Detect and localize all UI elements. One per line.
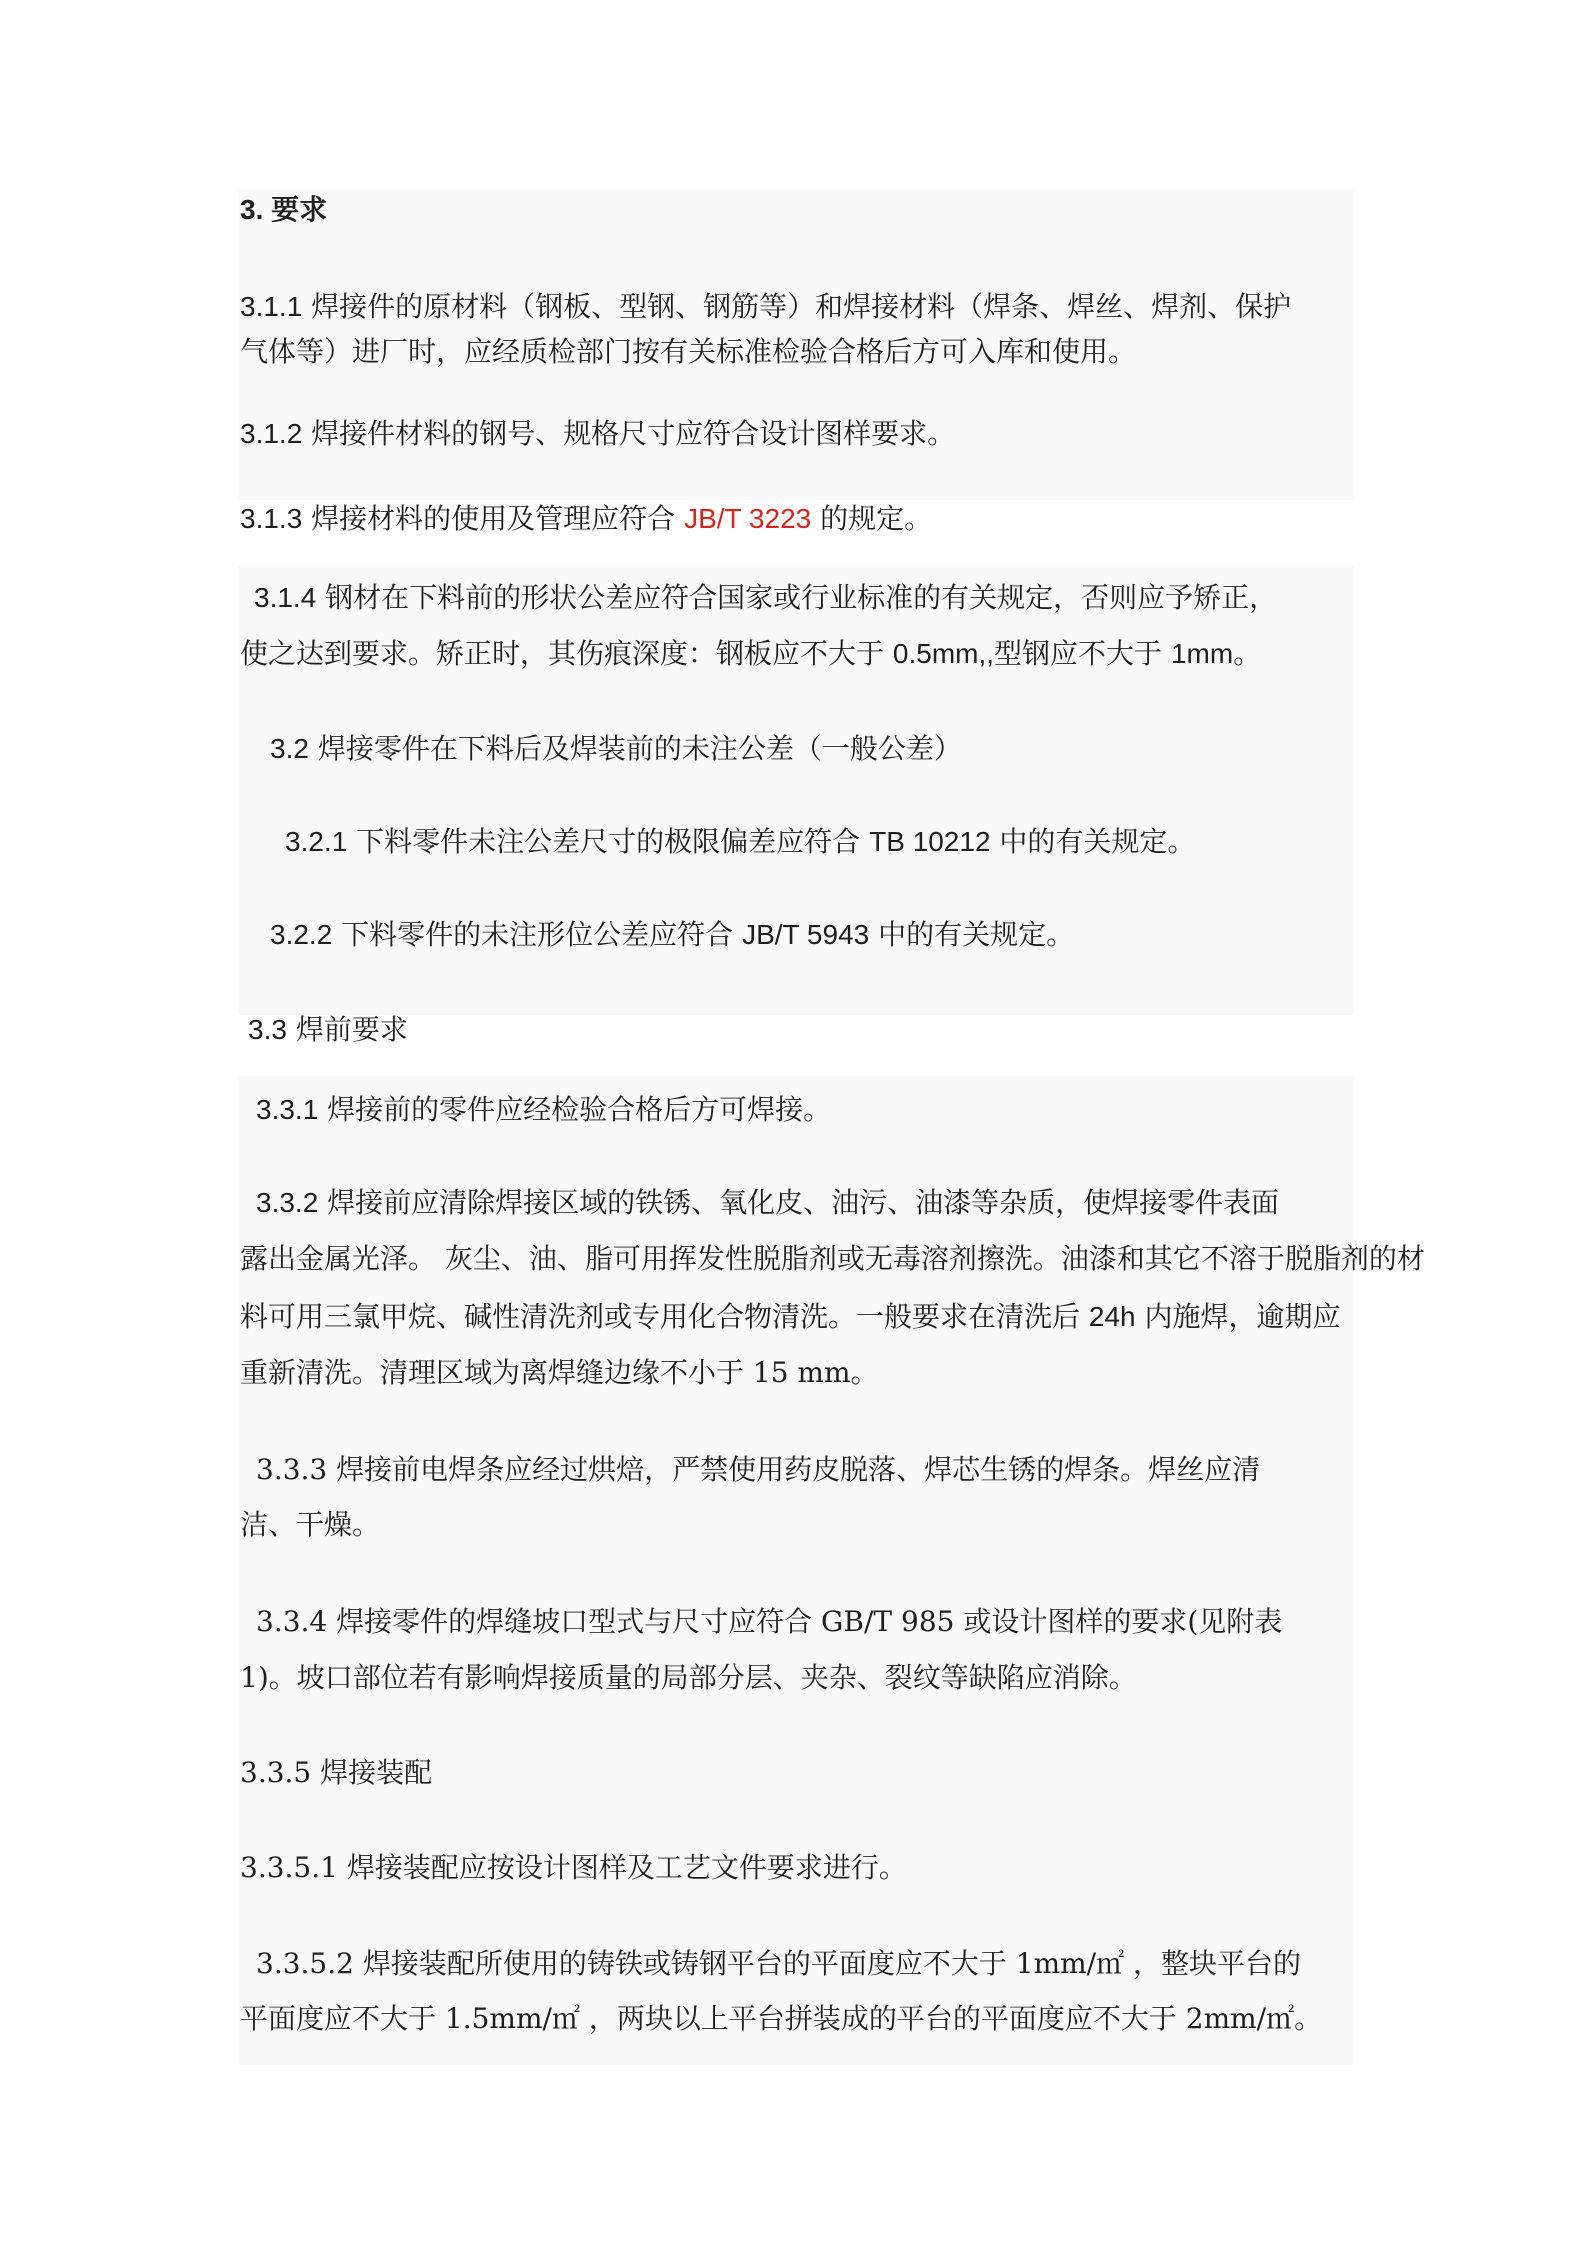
para-3-1-1-line2: 气体等）进厂时，应经质检部门按有关标准检验合格后方可入库和使用。: [240, 335, 1137, 368]
para-3-1-4-text1: 钢材在下料前的形状公差应符合国家或行业标准的有关规定，否则应予矫正，: [316, 581, 1278, 614]
para-3-2-2-text-pre: 下料零件的未注形位公差应符合: [332, 918, 743, 951]
para-3-1-3-text-post: 的规定。: [811, 502, 933, 535]
standard-code-jbt5943: JB/T 5943: [742, 919, 870, 950]
para-3-1-4-text2e: 。: [1233, 637, 1262, 670]
para-3-2-text: 焊接零件在下料后及焊装前的未注公差（一般公差）: [308, 732, 962, 765]
para-3-1-4-line2: [240, 637, 1261, 671]
para-3-1-1-line1: [240, 290, 1291, 324]
para-3-1-1-number: 3.1.1: [240, 291, 303, 322]
content-panel-bottom: [238, 1075, 1354, 2065]
para-3-3-4-line2: 1)。坡口部位若有影响焊接质量的局部分层、夹杂、裂纹等缺陷应消除。: [240, 1661, 1137, 1694]
para-3-3-3-line1: 3.3.3 焊接前电焊条应经过烘焙，严禁使用药皮脱落、焊芯生锈的焊条。焊丝应清: [256, 1453, 1261, 1486]
para-3-3-1-text: 焊接前的零件应经检验合格后方可焊接。: [318, 1093, 832, 1126]
para-3-3-1-number: 3.3.1: [256, 1094, 319, 1125]
para-3-3-4-line1: 3.3.4 焊接零件的焊缝坡口型式与尺寸应符合 GB/T 985 或设计图样的要求(见附表: [256, 1605, 1283, 1638]
para-3-1-3-text-pre: 焊接材料的使用及管理应符合: [302, 502, 685, 535]
standard-code-tb10212: TB 10212: [869, 826, 991, 857]
para-3-2-1: [285, 825, 1195, 859]
para-3-1-4-line1: [254, 581, 1277, 615]
para-3-3-text: 焊前要求: [286, 1013, 408, 1046]
para-3-1-2-text: 焊接件材料的钢号、规格尺寸应符合设计图样要求。: [302, 417, 956, 450]
standard-link-jbt3223[interactable]: JB/T 3223: [684, 503, 812, 534]
para-3-2-number: 3.2: [270, 733, 309, 764]
para-3-1-4-value-plate: 0.5mm,,: [892, 638, 995, 669]
para-3-1-4-text2c: 型钢应不大于: [994, 637, 1171, 670]
para-3-3-2-line3: [240, 1300, 1341, 1334]
section-title: 3. 要求: [240, 194, 328, 225]
para-3-3-2-line2: 露出金属光泽。 灰尘、油、脂可用挥发性脱脂剂或无毒溶剂擦洗。油漆和其它不溶于脱脂剂的材: [240, 1242, 1425, 1275]
para-3-1-2: [240, 417, 955, 451]
para-3-1-3: [240, 502, 932, 536]
para-3-3: [248, 1013, 408, 1047]
para-3-3-1: [256, 1093, 831, 1127]
para-3-2-1-text-pre: 下料零件未注公差尺寸的极限偏差应符合: [347, 825, 870, 858]
para-3-2: [270, 732, 962, 766]
para-3-3-number: 3.3: [248, 1014, 287, 1045]
para-3-1-1-text1: 焊接件的原材料（钢板、型钢、钢筋等）和焊接材料（焊条、焊丝、焊剂、保护: [302, 290, 1292, 323]
para-3-3-5-2-line2: 平面度应不大于 1.5mm/㎡ ，两块以上平台拼装成的平台的平面度应不大于 2mm/㎡。: [240, 2002, 1323, 2035]
para-3-3-2-text1: 焊接前应清除焊接区域的铁锈、氧化皮、油污、油漆等杂质，使焊接零件表面: [318, 1186, 1280, 1219]
para-3-3-2-text3c: 内施焊，逾期应: [1135, 1300, 1341, 1333]
para-3-3-5-2-line1: 3.3.5.2 焊接装配所使用的铸铁或铸钢平台的平面度应不大于 1mm/㎡ ，整块平台的: [256, 1947, 1302, 1980]
para-3-2-2: [270, 918, 1074, 952]
para-3-3-2-number: 3.3.2: [256, 1187, 319, 1218]
para-3-3-2-line4: 重新清洗。清理区域为离焊缝边缘不小于 15 mm。: [240, 1356, 879, 1389]
para-3-1-4-value-section: 1mm: [1170, 638, 1234, 669]
para-3-3-2-hours: 24h: [1088, 1301, 1136, 1332]
para-3-1-2-number: 3.1.2: [240, 418, 303, 449]
para-3-3-3-line2: 洁、干燥。: [240, 1508, 381, 1541]
para-3-2-2-number: 3.2.2: [270, 919, 333, 950]
para-3-3-2-line1: [256, 1186, 1279, 1220]
para-3-2-2-text-post: 中的有关规定。: [869, 918, 1075, 951]
para-3-1-4-text2a: 使之达到要求。矫正时，其伤痕深度：钢板应不大于: [240, 637, 893, 670]
para-3-3-2-text3a: 料可用三氯甲烷、碱性清洗剂或专用化合物清洗。一般要求在清洗后: [240, 1300, 1089, 1333]
para-3-3-5-1: 3.3.5.1 焊接装配应按设计图样及工艺文件要求进行。: [240, 1851, 907, 1884]
para-3-3-5: 3.3.5 焊接装配: [240, 1756, 433, 1789]
para-3-1-4-number: 3.1.4: [254, 582, 317, 613]
para-3-2-1-text-post: 中的有关规定。: [990, 825, 1196, 858]
para-3-2-1-number: 3.2.1: [285, 826, 348, 857]
para-3-1-3-number: 3.1.3: [240, 503, 303, 534]
